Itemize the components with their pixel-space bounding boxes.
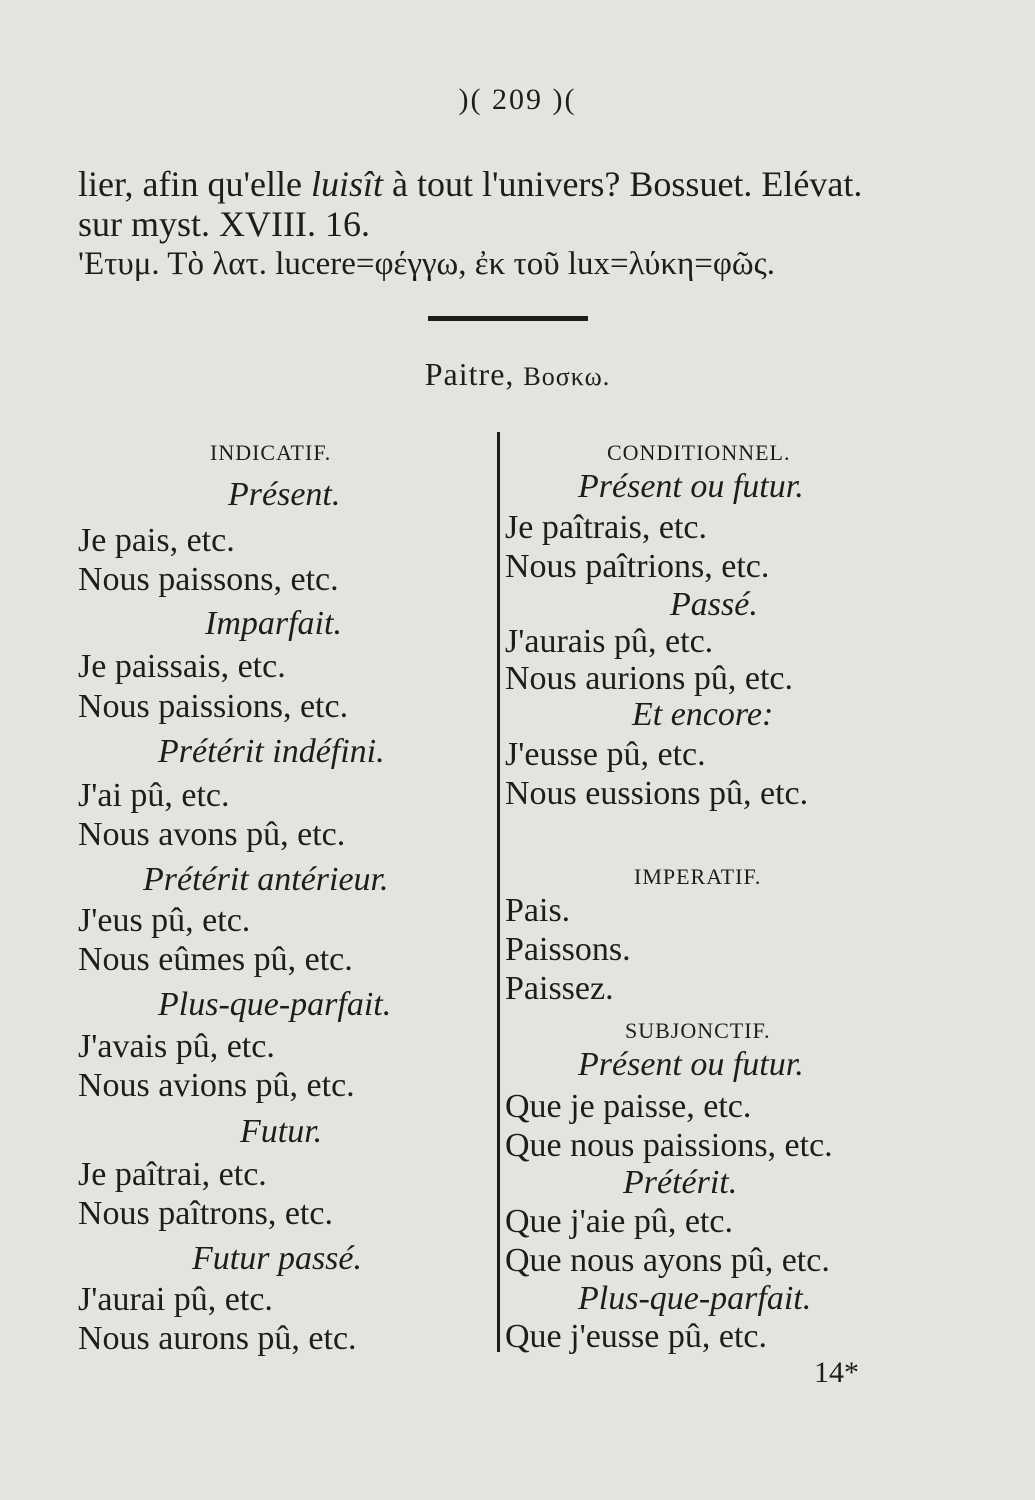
- conjugation-line: Nous eussions pû, etc.: [505, 775, 809, 812]
- conjugation-line: Nous paîtrions, etc.: [505, 548, 770, 585]
- conjugation-line: Je paîtrais, etc.: [505, 509, 708, 546]
- section-rule: [428, 316, 588, 321]
- conjugation-line: J'aurai pû, etc.: [78, 1281, 273, 1318]
- conjugation-line: J'eus pû, etc.: [78, 902, 251, 939]
- conjugation-line: Nous paissons, etc.: [78, 561, 339, 598]
- column-divider: [497, 432, 500, 1352]
- subheading-futur-passe: Futur passé.: [192, 1240, 362, 1277]
- subheading-present: Présent.: [228, 476, 341, 513]
- subheading-et-encore: Et encore:: [632, 696, 774, 733]
- subheading-preterit-anterieur: Prétérit antérieur.: [143, 861, 389, 898]
- conjugation-line: Pais.: [505, 892, 571, 929]
- heading-imperatif: IMPERATIF.: [634, 864, 762, 889]
- page-number: 14*: [814, 1356, 859, 1389]
- conjugation-line: Je paîtrai, etc.: [78, 1156, 267, 1193]
- conjugation-line: Nous paîtrons, etc.: [78, 1195, 333, 1232]
- conjugation-line: J'avais pû, etc.: [78, 1028, 275, 1065]
- subheading-preterit: Prétérit.: [623, 1164, 738, 1201]
- conjugation-line: Que je paisse, etc.: [505, 1088, 752, 1125]
- verb-title-greek: Boσκω.: [523, 362, 611, 391]
- conjugation-line: Nous aurons pû, etc.: [78, 1320, 357, 1357]
- conjugation-line: Nous avions pû, etc.: [78, 1067, 355, 1104]
- subheading-present-ou-futur: Présent ou futur.: [578, 1046, 804, 1083]
- conjugation-line: Paissons.: [505, 931, 631, 968]
- conjugation-line: Je paissais, etc.: [78, 648, 286, 685]
- conjugation-line: Je pais, etc.: [78, 522, 235, 559]
- prose-line-1: [78, 166, 862, 202]
- conjugation-line: Que nous ayons pû, etc.: [505, 1242, 830, 1279]
- conjugation-line: Que j'aie pû, etc.: [505, 1203, 733, 1240]
- subheading-plus-que-parfait: Plus-que-parfait.: [578, 1280, 812, 1317]
- conjugation-line: Nous paissions, etc.: [78, 688, 349, 725]
- conjugation-line: J'aurais pû, etc.: [505, 623, 714, 660]
- heading-conditionnel: CONDITIONNEL.: [607, 440, 791, 465]
- subheading-preterit-indefini: Prétérit indéfini.: [158, 733, 385, 770]
- prose-line-1-end: à tout l'univers? Bossuet. Elévat.: [382, 164, 863, 204]
- conjugation-line: J'eusse pû, etc.: [505, 736, 706, 773]
- conjugation-line: Que nous paissions, etc.: [505, 1127, 833, 1164]
- conjugation-line: Nous aurions pû, etc.: [505, 660, 794, 697]
- conjugation-line: Que j'eusse pû, etc.: [505, 1318, 767, 1355]
- heading-subjonctif: SUBJONCTIF.: [625, 1018, 771, 1043]
- page-header: )( 209 )(: [458, 83, 577, 116]
- subheading-present-ou-futur: Présent ou futur.: [578, 468, 804, 505]
- prose-line-1-emphasis: luisît: [310, 164, 383, 204]
- conjugation-line: J'ai pû, etc.: [78, 777, 230, 814]
- subheading-plus-que-parfait: Plus-que-parfait.: [158, 986, 392, 1023]
- prose-line-1-start: lier, afin qu'elle: [78, 164, 311, 204]
- conjugation-line: Nous eûmes pû, etc.: [78, 941, 353, 978]
- subheading-imparfait: Imparfait.: [205, 605, 342, 642]
- verb-title: [0, 358, 1035, 390]
- subheading-futur: Futur.: [240, 1113, 323, 1150]
- prose-line-3: 'Ετυμ. Τὸ λατ. lucere=φέγγω, ἐκ τοῦ lux=λύκη=φῶς.: [78, 246, 775, 282]
- verb-title-main: Paitre,: [424, 356, 515, 392]
- heading-indicatif: INDICATIF.: [210, 440, 332, 465]
- subheading-passe: Passé.: [670, 586, 758, 623]
- prose-line-2: sur myst. XVIII. 16.: [78, 204, 370, 244]
- conjugation-line: Paissez.: [505, 970, 614, 1007]
- conjugation-line: Nous avons pû, etc.: [78, 816, 346, 853]
